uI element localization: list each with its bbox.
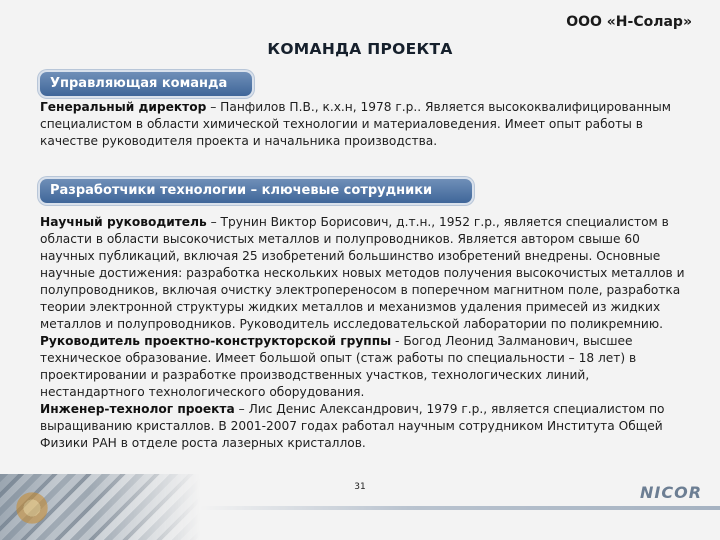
footer [0,474,720,540]
section-banner-management: Управляющая команда [40,72,252,96]
developers-paragraph [40,214,690,452]
design-group-head-description: - Богод Леонид Залманович, высшее техническое образование. Имеет большой опыт (стаж работы по специальности – 18 лет) в проектировании и разработке производственных участков, технологических линий, нестандартного технологического оборудования. [40,334,637,399]
general-director-description: – Панфилов П.В., к.х.н, 1978 г.р.. Является высококвалифицированным специалистом в области химической технологии и материаловедения. Имеет опыт работы в качестве руководителя проекта и начальника производства. [40,100,671,148]
management-paragraph [40,99,690,150]
role-scientific-director: Научный руководитель [40,215,207,229]
scientific-director-description: – Трунин Виктор Борисович, д.т.н., 1952 г.р., является специалистом в области в области высокочистых металлов и полупроводников. Является автором свыше 60 научных публикаций, включая 25 изобретений большинство изобретений внедрены. Основные научные достижения: разработка нескольких новых методов получения высокочистых металлов и полупроводников, включая очистку электропереносом в поперечном магнитном поле, разработка теории электронной структуры жидких металлов и механизмов удаления примесей из жидких металлов и полупроводников. Руководитель исследовательской лаборатории по поликремнию. [40,215,685,331]
sun-icon [12,488,52,528]
page-title: КОМАНДА ПРОЕКТА [267,40,453,58]
company-name: ООО «Н-Солар» [566,14,692,30]
page-number: 31 [354,482,366,492]
role-process-engineer: Инженер-технолог проекта [40,402,235,416]
process-engineer-description: – Лис Денис Александрович, 1979 г.р., является специалистом по выращиванию кристаллов. В 2001-2007 годах работал научным сотрудником Института Общей Физики РАН в отделе роста лазерных кристаллов. [40,402,665,450]
section-banner-developers: Разработчики технологии – ключевые сотрудники [40,179,472,203]
role-general-director: Генеральный директор [40,100,207,114]
footer-divider [200,506,720,510]
nicor-logo: NICOR [640,483,703,502]
role-design-group-head: Руководитель проектно-конструкторской группы [40,334,392,348]
